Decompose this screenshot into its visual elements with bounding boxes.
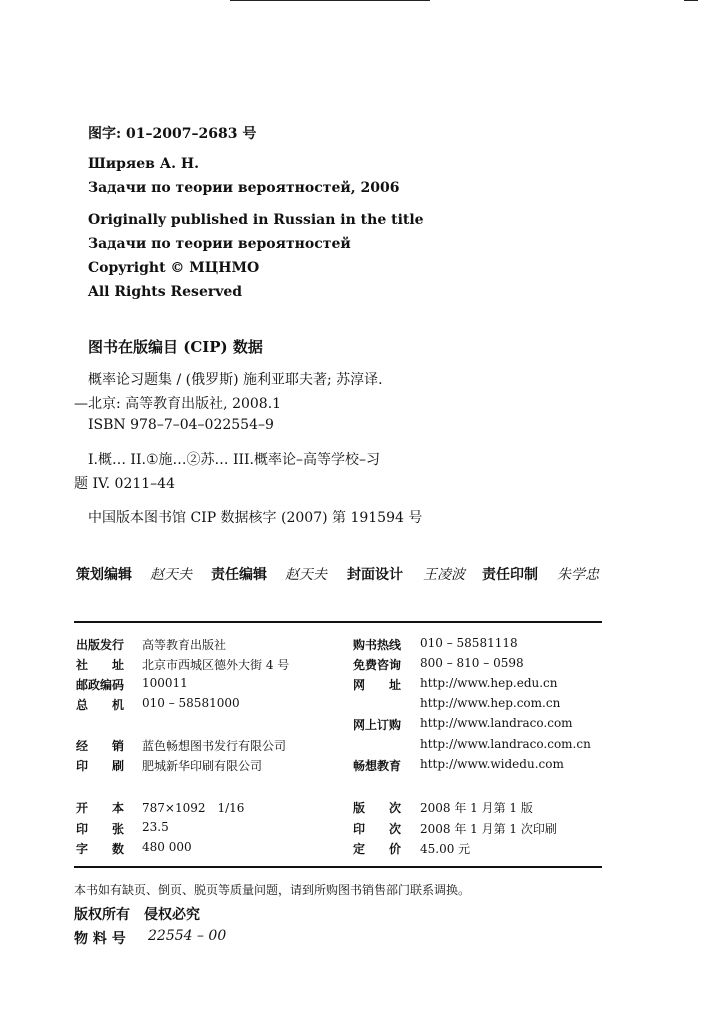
item-number-value: 22554 – 00 (148, 928, 227, 944)
spec-right-label: 版 次 (353, 801, 402, 815)
pub-right-label: 畅想教育 (353, 759, 402, 773)
spec-left-value: 23.5 (142, 820, 169, 834)
permit-number: 图字: 01–2007–2683 号 (88, 126, 257, 142)
top-divider (74, 621, 602, 623)
staff-planning-label: 策划编辑 (76, 567, 132, 583)
staff-cover-name: 王凌波 (423, 567, 465, 583)
pub-right-label: 购书热线 (353, 638, 402, 652)
pub-left-value: 北京市西城区德外大街 4 号 (142, 658, 290, 672)
scan-edge-line (230, 0, 430, 1)
pub-right-value: http://www.landraco.com.cn (420, 737, 591, 751)
spec-left-value: 787×1092 1/16 (142, 801, 245, 815)
pub-right-value: 800 – 810 – 0598 (420, 656, 524, 670)
cip-isbn: ISBN 978–7–04–022554–9 (88, 417, 274, 433)
spec-right-value: 2008 年 1 月第 1 次印刷 (420, 822, 557, 836)
staff-print-name: 朱学忠 (557, 567, 599, 583)
quality-notice: 本书如有缺页、倒页、脱页等质量问题，请到所购图书销售部门联系调换。 (74, 883, 471, 897)
spec-left-value: 480 000 (142, 840, 192, 854)
cip-record-number: 中国版本图书馆 CIP 数据核字 (2007) 第 191594 号 (88, 510, 423, 526)
cip-title-line: 概率论习题集 / (俄罗斯) 施利亚耶夫著; 苏淳译. (88, 372, 383, 388)
pub-left-label: 总 机 (76, 698, 125, 712)
item-number-label: 物 料 号 (74, 931, 126, 947)
cip-publisher-line: —北京: 高等教育出版社, 2008.1 (74, 396, 282, 412)
pub-right-label: 免费咨询 (353, 658, 402, 672)
pub-left-label: 印 刷 (76, 759, 125, 773)
spec-right-value: 45.00 元 (420, 842, 471, 856)
original-title-line: Задачи по теории вероятностей (88, 236, 351, 252)
staff-editor-name: 赵天夫 (285, 567, 327, 583)
spec-right-label: 印 次 (353, 822, 402, 836)
staff-cover-label: 封面设计 (347, 567, 403, 583)
spec-left-label: 字 数 (76, 842, 125, 856)
pub-left-value: 高等教育出版社 (142, 638, 227, 652)
rights-line: All Rights Reserved (88, 284, 243, 300)
cip-heading: 图书在版编目 (CIP) 数据 (88, 338, 263, 356)
scan-speck (684, 0, 698, 1)
copyright-line: Copyright © МЦНМО (88, 260, 260, 276)
staff-editor-label: 责任编辑 (211, 567, 267, 583)
spec-right-label: 定 价 (353, 842, 402, 856)
pub-right-label: 网 址 (353, 678, 402, 692)
pub-right-value: http://www.hep.com.cn (420, 696, 561, 710)
pub-left-label: 经 销 (76, 739, 125, 753)
spec-left-label: 开 本 (76, 801, 125, 815)
pub-right-value: http://www.widedu.com (420, 757, 564, 771)
staff-planning-name: 赵天夫 (150, 567, 192, 583)
pub-left-value: 010 – 58581000 (142, 696, 240, 710)
pub-right-label: 网上订购 (353, 718, 402, 732)
original-author: Ширяев А. Н. (88, 156, 200, 172)
pub-left-value: 蓝色畅想图书发行有限公司 (142, 739, 287, 753)
pub-left-label: 邮政编码 (76, 678, 125, 692)
pub-left-value: 肥城新华印刷有限公司 (142, 759, 263, 773)
spec-left-label: 印 张 (76, 822, 125, 836)
spec-right-value: 2008 年 1 月第 1 版 (420, 801, 533, 815)
pub-right-value: 010 – 58581118 (420, 636, 518, 650)
bottom-divider (74, 866, 602, 868)
pub-left-label: 社 址 (76, 658, 125, 672)
original-publication-line: Originally published in Russian in the title (88, 212, 424, 228)
pub-left-value: 100011 (142, 676, 188, 690)
staff-print-label: 责任印制 (482, 567, 538, 583)
cip-classification-line2: 题 IV. 0211–44 (74, 476, 175, 492)
pub-right-value: http://www.landraco.com (420, 716, 573, 730)
original-title: Задачи по теории вероятностей, 2006 (88, 180, 400, 196)
rights-reserved: 版权所有 侵权必究 (74, 907, 200, 923)
pub-left-label: 出版发行 (76, 638, 125, 652)
cip-classification-line1: I.概… II.①施…②苏… III.概率论–高等学校–习 (88, 452, 380, 468)
pub-right-value: http://www.hep.edu.cn (420, 676, 558, 690)
